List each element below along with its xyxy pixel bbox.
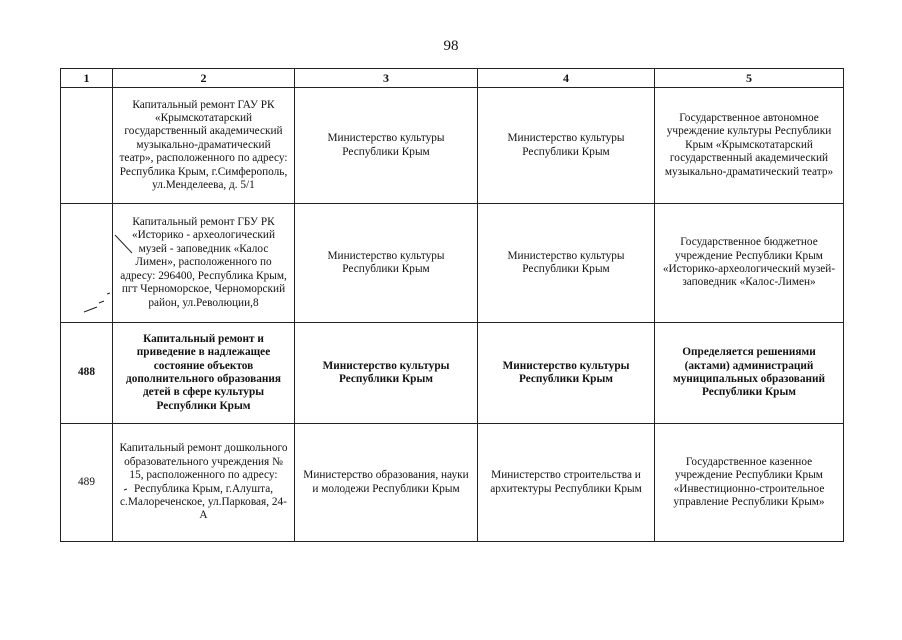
row-number-cell: 489	[61, 424, 113, 542]
row-number-cell	[61, 204, 113, 323]
customer-cell: Министерство образования, науки и молодежи Республики Крым	[295, 424, 478, 542]
developer-cell: Министерство культуры Республики Крым	[478, 204, 655, 323]
customer-cell: Министерство культуры Республики Крым	[295, 323, 478, 424]
work-description-cell: Капитальный ремонт ГАУ РК «Крымскотатарский государственный академический музыкально-драматический театр», расположенного по адресу: Республика Крым, г.Симферополь, ул.Менделеева, д. 5/1	[113, 88, 295, 204]
developer-cell: Министерство культуры Республики Крым	[478, 88, 655, 204]
table-row	[61, 204, 844, 323]
header-cell-1: 1	[61, 69, 113, 88]
header-cell-4: 4	[478, 69, 655, 88]
holder-cell: Государственное казенное учреждение Республики Крым «Инвестиционно-строительное управление Республики Крым»	[655, 424, 844, 542]
work-description-cell: Капитальный ремонт и приведение в надлежащее состояние объектов дополнительного образования детей в сфере культуры Республики Крым	[113, 323, 295, 424]
developer-cell: Министерство культуры Республики Крым	[478, 323, 655, 424]
developer-cell: Министерство строительства и архитектуры Республики Крым	[478, 424, 655, 542]
header-cell-5: 5	[655, 69, 844, 88]
customer-cell: Министерство культуры Республики Крым	[295, 204, 478, 323]
table-row	[61, 88, 844, 204]
work-description-cell: Капитальный ремонт ГБУ РК «Историко - археологический музей - заповедник «Калос Лимен», расположенного по адресу: 296400, Республика Крым, пгт Черноморское, Черноморский район, ул.Революции,8	[113, 204, 295, 323]
table-header-row	[61, 69, 844, 88]
customer-cell: Министерство культуры Республики Крым	[295, 88, 478, 204]
holder-cell: Определяется решениями (актами) администраций муниципальных образований Республики Крым	[655, 323, 844, 424]
work-description-cell: Капитальный ремонт дошкольного образовательного учреждения № 15, расположенного по адресу: Республика Крым, г.Алушта, с.Малореченское, ул.Парковая, 24-А	[113, 424, 295, 542]
row-number-cell: 488	[61, 323, 113, 424]
holder-cell: Государственное автономное учреждение культуры Республики Крым «Крымскотатарский государственный академический музыкально-драматический театр»	[655, 88, 844, 204]
table-row	[61, 323, 844, 424]
page-number: 98	[443, 38, 459, 54]
header-cell-3: 3	[295, 69, 478, 88]
row-number-cell	[61, 88, 113, 204]
program-table	[60, 68, 844, 542]
table-row	[61, 424, 844, 542]
header-cell-2: 2	[113, 69, 295, 88]
holder-cell: Государственное бюджетное учреждение Республики Крым «Историко-археологический музей-заповедник «Калос-Лимен»	[655, 204, 844, 323]
